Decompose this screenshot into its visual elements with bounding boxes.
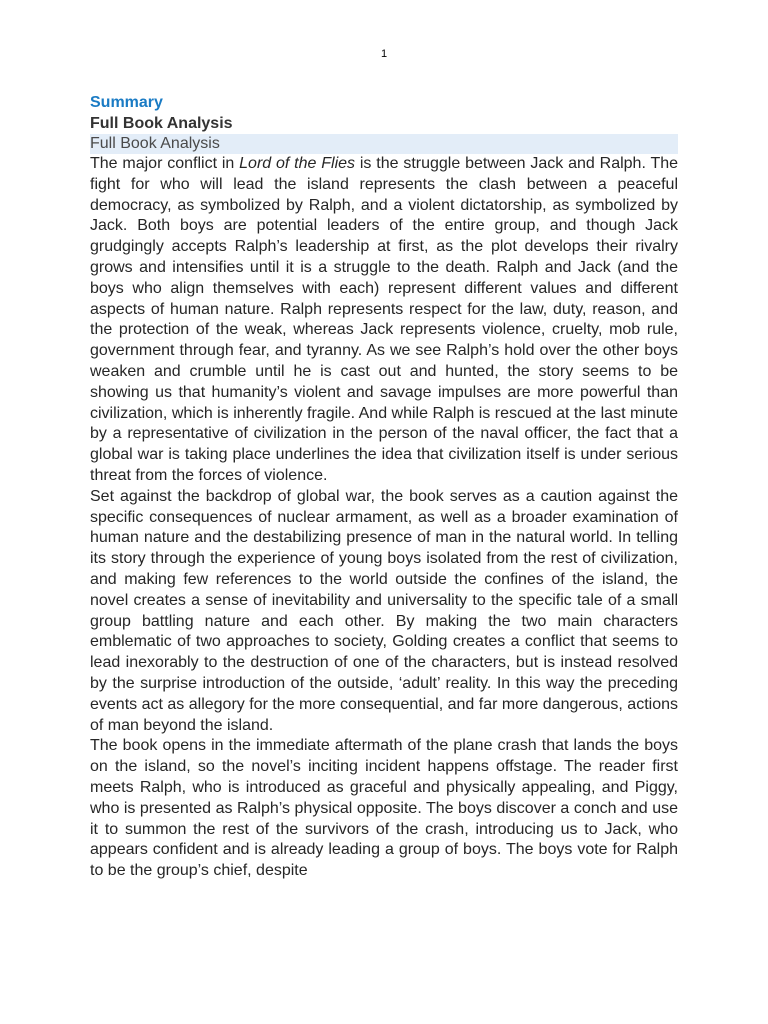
paragraph-global-war: Set against the backdrop of global war, the book serves as a caution against the specific consequences of nuclear armament, as well as a broader examination of human nature and the destabilizing presence of man in the natural world. In telling its story through the experience of young boys isolated from the rest of civilization, and making few references to the world outside the confines of the island, the novel creates a sense of inevitability and universality to the specific tale of a small group battling nature and each other. By making the two main characters emblematic of two approaches to society, Golding creates a conflict that seems to lead inexorably to the destruction of one of the characters, but is instead resolved by the surprise introduction of the outside, ‘adult’ reality. In this way the preceding events act as allegory for the more consequential, and far more dangerous, actions of man beyond the island. [90,487,678,734]
page-number: 1 [380,48,388,60]
paragraph-text: The major conflict in [90,155,240,172]
paragraph-major-conflict [90,154,678,487]
document-body [90,92,678,882]
full-book-analysis-heading: Full Book Analysis [90,115,233,132]
full-book-analysis-subheading: Full Book Analysis [90,134,678,154]
summary-heading: Summary [90,94,163,111]
paragraph-book-opens: The book opens in the immediate aftermath of the plane crash that lands the boys on the island, so the novel’s inciting incident happens offstage. The reader first meets Ralph, who is introduced as graceful and physically appealing, and Piggy, who is presented as Ralph’s physical opposite. The boys discover a conch and use it to summon the rest of the survivors of the crash, introducing us to Jack, who appears confident and is already leading a group of boys. The boys vote for Ralph to be the group’s chief, despite [90,737,678,880]
book-title: Lord of the Flies [239,155,356,172]
paragraph-text: is the struggle between Jack and Ralph. The fight for who will lead the island represents the clash between a peaceful democracy, as symbolized by Ralph, and a violent dictatorship, as symbolized by Jack. Both boys are potential leaders of the entire group, and though Jack grudgingly accepts Ralph’s leadership at first, as the plot develops their rivalry grows and intensifies until it is a struggle to the death. Ralph and Jack (and the boys who align themselves with each) represent different values and different aspects of human nature. Ralph represents respect for the law, duty, reason, and the protection of the weak, whereas Jack represents violence, cruelty, mob rule, government through fear, and tyranny. As we see Ralph’s hold over the other boys weaken and crumble until he is cast out and hunted, the story seems to be showing us that humanity’s violent and savage impulses are more powerful than civilization, which is inherently fragile. And while Ralph is rescued at the last minute by a representative of civilization in the person of the naval officer, the fact that a global war is taking place underlines the idea that civilization itself is under serious threat from the forces of violence. [90,155,679,484]
